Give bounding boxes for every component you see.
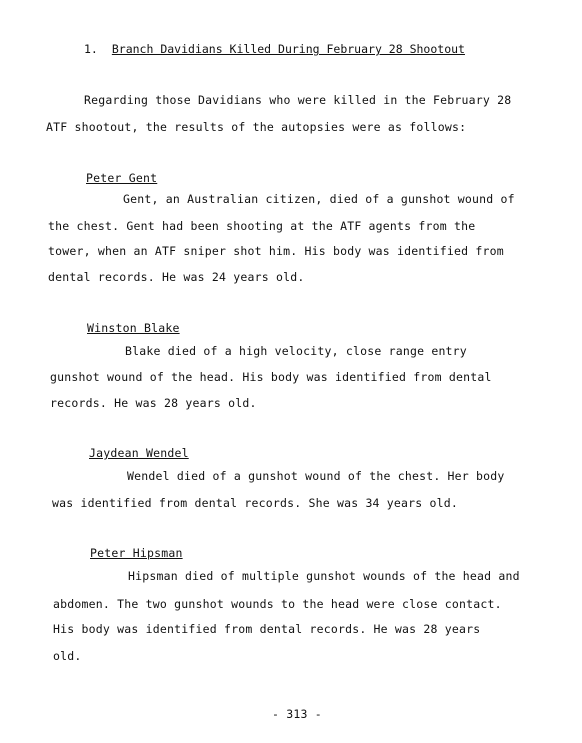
section-title: Branch Davidians Killed During February 28 Shootout — [111, 42, 465, 56]
page-number: - 313 - — [272, 707, 322, 721]
entry-name-winston-blake: Winston Blake — [87, 321, 180, 335]
entry-line: records. He was 28 years old. — [50, 396, 257, 410]
entry-name-peter-gent: Peter Gent — [86, 171, 158, 185]
entry-name-peter-hipsman: Peter Hipsman — [90, 546, 183, 560]
entry-line: the chest. Gent had been shooting at the ATF agents from the — [48, 219, 476, 233]
entry-line: dental records. He was 24 years old. — [48, 270, 305, 284]
entry-line: gunshot wound of the head. His body was identified from dental — [50, 370, 492, 384]
intro-line-2: ATF shootout, the results of the autopsies were as follows: — [46, 120, 467, 134]
entry-line: old. — [53, 649, 82, 663]
entry-line: abdomen. The two gunshot wounds to the head were close contact. — [53, 597, 502, 611]
entry-name-jaydean-wendel: Jaydean Wendel — [89, 446, 189, 460]
entry-line: Wendel died of a gunshot wound of the chest. Her body — [127, 469, 505, 483]
entry-line: tower, when an ATF sniper shot him. His body was identified from — [48, 244, 504, 258]
intro-line-1: Regarding those Davidians who were killed in the February 28 — [84, 93, 512, 107]
entry-line: Gent, an Australian citizen, died of a gunshot wound of — [123, 192, 515, 206]
entry-line: Blake died of a high velocity, close range entry — [125, 344, 467, 358]
section-number: 1. — [84, 42, 98, 56]
entry-line: Hipsman died of multiple gunshot wounds of the head and — [128, 569, 520, 583]
entry-line: was identified from dental records. She was 34 years old. — [52, 496, 459, 510]
section-heading — [84, 42, 465, 56]
entry-line: His body was identified from dental records. He was 28 years — [53, 622, 481, 636]
